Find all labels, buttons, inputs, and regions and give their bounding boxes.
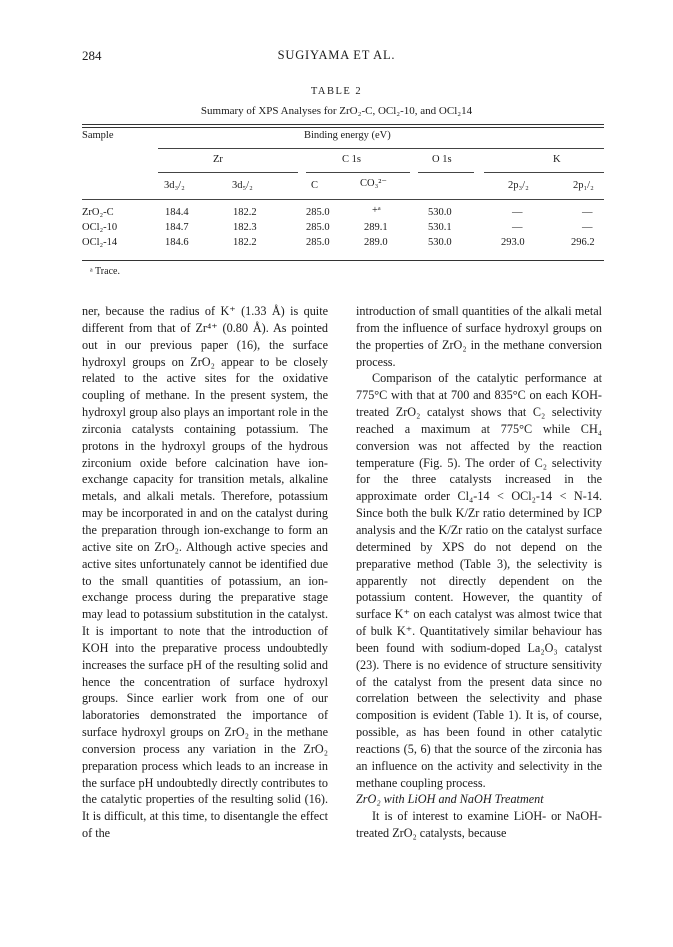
table-caption: Summary of XPS Analyses for ZrO₂-C, OCl₂-10, and OCl₂14 bbox=[200, 105, 473, 117]
table-cell: 293.0 bbox=[501, 237, 525, 248]
table-cell: +ᵃ bbox=[372, 205, 381, 216]
table-footnote: ᵃ Trace. bbox=[90, 266, 120, 277]
table-cell: 285.0 bbox=[306, 237, 330, 248]
table-cell-sample: ZrO₂-C bbox=[82, 207, 114, 218]
table-binding-rule bbox=[158, 148, 604, 149]
table-group-rule-k bbox=[484, 172, 604, 173]
table-cell: 289.0 bbox=[364, 237, 388, 248]
table-cell: 530.0 bbox=[428, 237, 452, 248]
table-cell: 285.0 bbox=[306, 207, 330, 218]
table-subhead-co3: CO₃²⁻ bbox=[360, 178, 387, 189]
table-col-binding-energy: Binding energy (eV) bbox=[304, 130, 391, 141]
table-group-rule-o bbox=[418, 172, 474, 173]
page-number: 284 bbox=[82, 48, 102, 63]
table-cell: 289.1 bbox=[364, 222, 388, 233]
body-paragraph: ner, because the radius of K⁺ (1.33 Å) is quite different from that of Zr⁴⁺ (0.80 Å). As pointed out in our previous paper (16), the surface hydroxyl groups on ZrO₂ appear to be closely related to the active sites for the oxidative coupling of methane. In the present system, the hydroxyl group also plays an important role in the zirconia catalysts containing potassium. The protons in the hydroxyl groups of the hydrous zirconium oxide before calcination have ion-exchange capacity for transition metals, alkaline metals, and alkali metals. Therefore, potassium may be incorporated in and on the catalyst during the preparation through ion-exchange to form an active site on ZrO₂. Although active species and active sites unfortunately cannot be identified due to the small quantities of potassium, an ion-exchange process during the preparative stage may lead to potassium substitution in the catalyst. It is important to note that the introduction of KOH into the preparative process undoubtedly increases the surface pH of the resulting solid and hence the concentration of surface hydroxyl groups. Since earlier work from one of our laboratories demonstrated the importance of surface hydroxyl groups on ZrO₂ in the methane conversion process any variation in the ZrO₂ preparation process which leads to an increase in the surface pH undoubtedly directly contributes to the catalytic properties of the resulting solid (16). It is difficult, at this time, to disentangle the effect of the bbox=[82, 304, 328, 841]
table-group-c1s: C 1s bbox=[342, 154, 361, 165]
table-cell: 296.2 bbox=[571, 237, 595, 248]
table-subhead-zr-3d52: 3d₅/₂ bbox=[232, 180, 253, 191]
table-group-rule-zr bbox=[158, 172, 298, 173]
table-subhead-k-2p12: 2p₁/₂ bbox=[573, 180, 594, 191]
table-cell: — bbox=[512, 222, 523, 233]
table-group-zr: Zr bbox=[213, 154, 223, 165]
table-top-rule-inner bbox=[82, 127, 604, 128]
table-bottom-rule bbox=[82, 260, 604, 261]
body-paragraph: It is of interest to examine LiOH- or NaOH-treated ZrO₂ catalysts, because bbox=[356, 809, 602, 841]
body-paragraph: introduction of small quantities of the alkali metal from the influence of surface hydroxyl groups on the properties of ZrO₂ in the methane conversion process. bbox=[356, 304, 602, 369]
table-subhead-zr-3d32: 3d₃/₂ bbox=[164, 180, 185, 191]
running-head: SUGIYAMA ET AL. bbox=[277, 48, 396, 62]
table-subhead-c: C bbox=[311, 180, 319, 191]
table-cell: 285.0 bbox=[306, 222, 330, 233]
table-cell: — bbox=[582, 222, 593, 233]
table-group-rule-c bbox=[306, 172, 410, 173]
table-cell: 184.7 bbox=[165, 222, 189, 233]
table-cell: 184.6 bbox=[165, 237, 189, 248]
body-paragraph: Comparison of the catalytic performance at 775°C with that at 700 and 835°C on each KOH-treated ZrO₂ catalyst shows that C₂ selectivity reached a maximum at 775°C while CH₄ conversion was not affected by the reaction temperature (Fig. 5). The order of C₂ selectivity for the three catalysts increased in the approximate order Cl₄-14 < OCl₂-14 < N-14. Since both the bulk K/Zr ratio determined by ICP analysis and the K/Zr ratio on the catalyst surface determined by XPS do not depend on the preparative method (Table 3), the selectivity is apparently not directly dependent on the potassium content. However, the quantity of surface K⁺ on each catalyst was almost twice that of bulk K⁺. Quantitatively similar behaviour has been found with sodium-doped La₂O₃ catalyst (23). There is no evidence of structure sensitivity of the catalyst from the present data since no correlation between the selectivity and phase composition is evident (Table 1). It is, of course, possible, as has been found in other catalytic reactions (5, 6) that the source of the zirconia has an influence on the activity and selectivity in the methane coupling process. bbox=[356, 371, 602, 790]
section-heading: ZrO₂ with LiOH and NaOH Treatment bbox=[356, 792, 544, 807]
table-subhead-k-2p32: 2p₃/₂ bbox=[508, 180, 529, 191]
table-cell-sample: OCl₂-14 bbox=[82, 237, 118, 248]
table-cell-sample: OCl₂-10 bbox=[82, 222, 118, 233]
table-group-k: K bbox=[553, 154, 561, 165]
table-cell: 182.3 bbox=[233, 222, 257, 233]
table-cell: 182.2 bbox=[233, 237, 257, 248]
table-top-rule bbox=[82, 124, 604, 125]
table-cell: — bbox=[582, 207, 593, 218]
table-cell: 182.2 bbox=[233, 207, 257, 218]
table-cell: — bbox=[512, 207, 523, 218]
table-cell: 530.0 bbox=[428, 207, 452, 218]
table-col-sample: Sample bbox=[82, 130, 114, 141]
table-cell: 184.4 bbox=[165, 207, 189, 218]
body-column-left bbox=[82, 303, 328, 842]
table-group-o1s: O 1s bbox=[432, 154, 452, 165]
table-title: TABLE 2 bbox=[310, 86, 363, 97]
table-header-rule bbox=[82, 199, 604, 200]
body-column-right bbox=[356, 303, 602, 842]
table-cell: 530.1 bbox=[428, 222, 452, 233]
